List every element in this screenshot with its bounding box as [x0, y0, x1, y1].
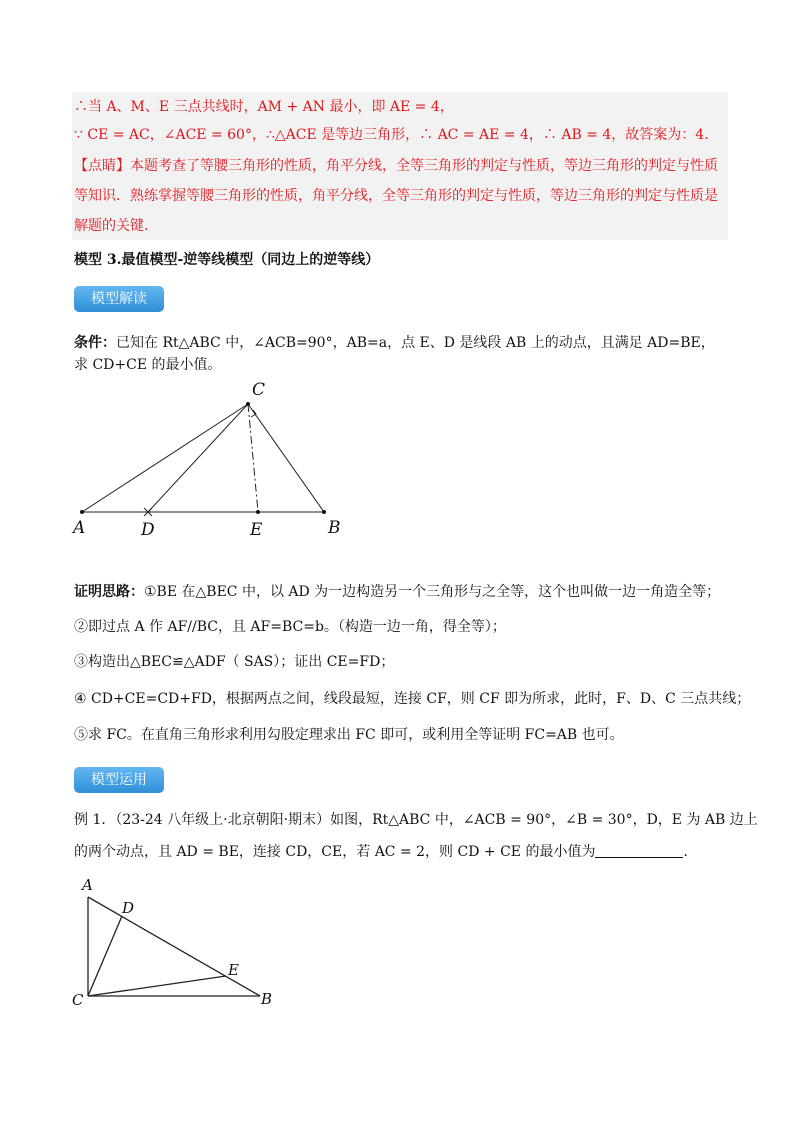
- answer-line-2: ∵ CE = AC，∠ACE = 60°，∴△ACE 是等边三角形，∴ AC = AE = 4，∴ AB = 4，故答案为：4.: [74, 127, 709, 143]
- section-title: 模型 3.最值模型-逆等线模型（同边上的逆等线）: [74, 252, 380, 268]
- label-e: E: [228, 961, 239, 979]
- figure-triangle-abc-1: [70, 378, 410, 548]
- label-c: C: [252, 380, 266, 400]
- answer-line-3: 【点睛】本题考查了等腰三角形的性质，角平分线，全等三角形的判定与性质，等边三角形的判定与性质: [74, 158, 718, 174]
- answer-line-5: 解题的关键.: [74, 218, 149, 234]
- example-line-2: 的两个动点，且 AD = BE，连接 CD，CE，若 AC = 2，则 CD + CE 的最小值为 ．: [74, 844, 698, 860]
- label-d: D: [141, 520, 155, 540]
- answer-line-1: ∴当 A、M、E 三点共线时，AM + AN 最小，即 AE = 4，: [74, 99, 454, 115]
- figure-triangle-abc-2: [70, 872, 290, 1012]
- segment-ab: [88, 897, 260, 996]
- right-angle-mark: [251, 410, 256, 417]
- label-e: E: [250, 520, 263, 540]
- model-application-badge: 模型运用: [74, 767, 164, 793]
- answer-line-4: 等知识．熟练掌握等腰三角形的性质，角平分线，全等三角形的判定与性质，等边三角形的判定与性质是: [74, 188, 718, 204]
- proof-line-5: ⑤求 FC。在直角三角形求利用勾股定理求出 FC 即可，或利用全等证明 FC=AB 也可。: [74, 727, 624, 743]
- model-reading-badge: 模型解读: [74, 286, 164, 312]
- proof-line-1: 证明思路：①BE 在△BEC 中，以 AD 为一边构造另一个三角形与之全等，这个也叫做一边一角造全等；: [74, 584, 721, 600]
- label-b: B: [261, 990, 273, 1008]
- label-d: D: [122, 899, 135, 917]
- label-b: B: [328, 518, 341, 538]
- segment-cd: [148, 404, 248, 512]
- condition-line-1: 条件：已知在 Rt△ABC 中，∠ACB=90°，AB=a，点 E、D 是线段 AB 上的动点，且满足 AD=BE，: [74, 335, 715, 351]
- segment-ce: [88, 976, 226, 996]
- segment-ac: [82, 404, 248, 512]
- label-a: A: [73, 518, 86, 538]
- answer-blank: [595, 843, 683, 858]
- proof-line-2: ②即过点 A 作 AF//BC，且 AF=BC=b。（构造一边一角，得全等）；: [74, 619, 506, 635]
- segment-bc: [248, 404, 324, 512]
- dianjing-tag: 【点睛】: [74, 158, 130, 174]
- example-line-1: 例 1．（23-24 八年级上·北京朝阳·期末）如图，Rt△ABC 中，∠ACB = 90°，∠B = 30°，D，E 为 AB 边上: [74, 812, 758, 828]
- condition-line-2: 求 CD+CE 的最小值。: [74, 357, 222, 373]
- segment-ce: [248, 404, 258, 512]
- proof-line-4: ④ CD+CE=CD+FD，根据两点之间，线段最短，连接 CF，则 CF 即为所求，此时，F、D、C 三点共线；: [74, 691, 751, 707]
- proof-line-3: ③构造出△BEC≌△ADF（ SAS）；证出 CE=FD；: [74, 654, 395, 670]
- label-c: C: [72, 991, 84, 1009]
- label-a: A: [82, 876, 93, 894]
- segment-cd: [88, 916, 122, 996]
